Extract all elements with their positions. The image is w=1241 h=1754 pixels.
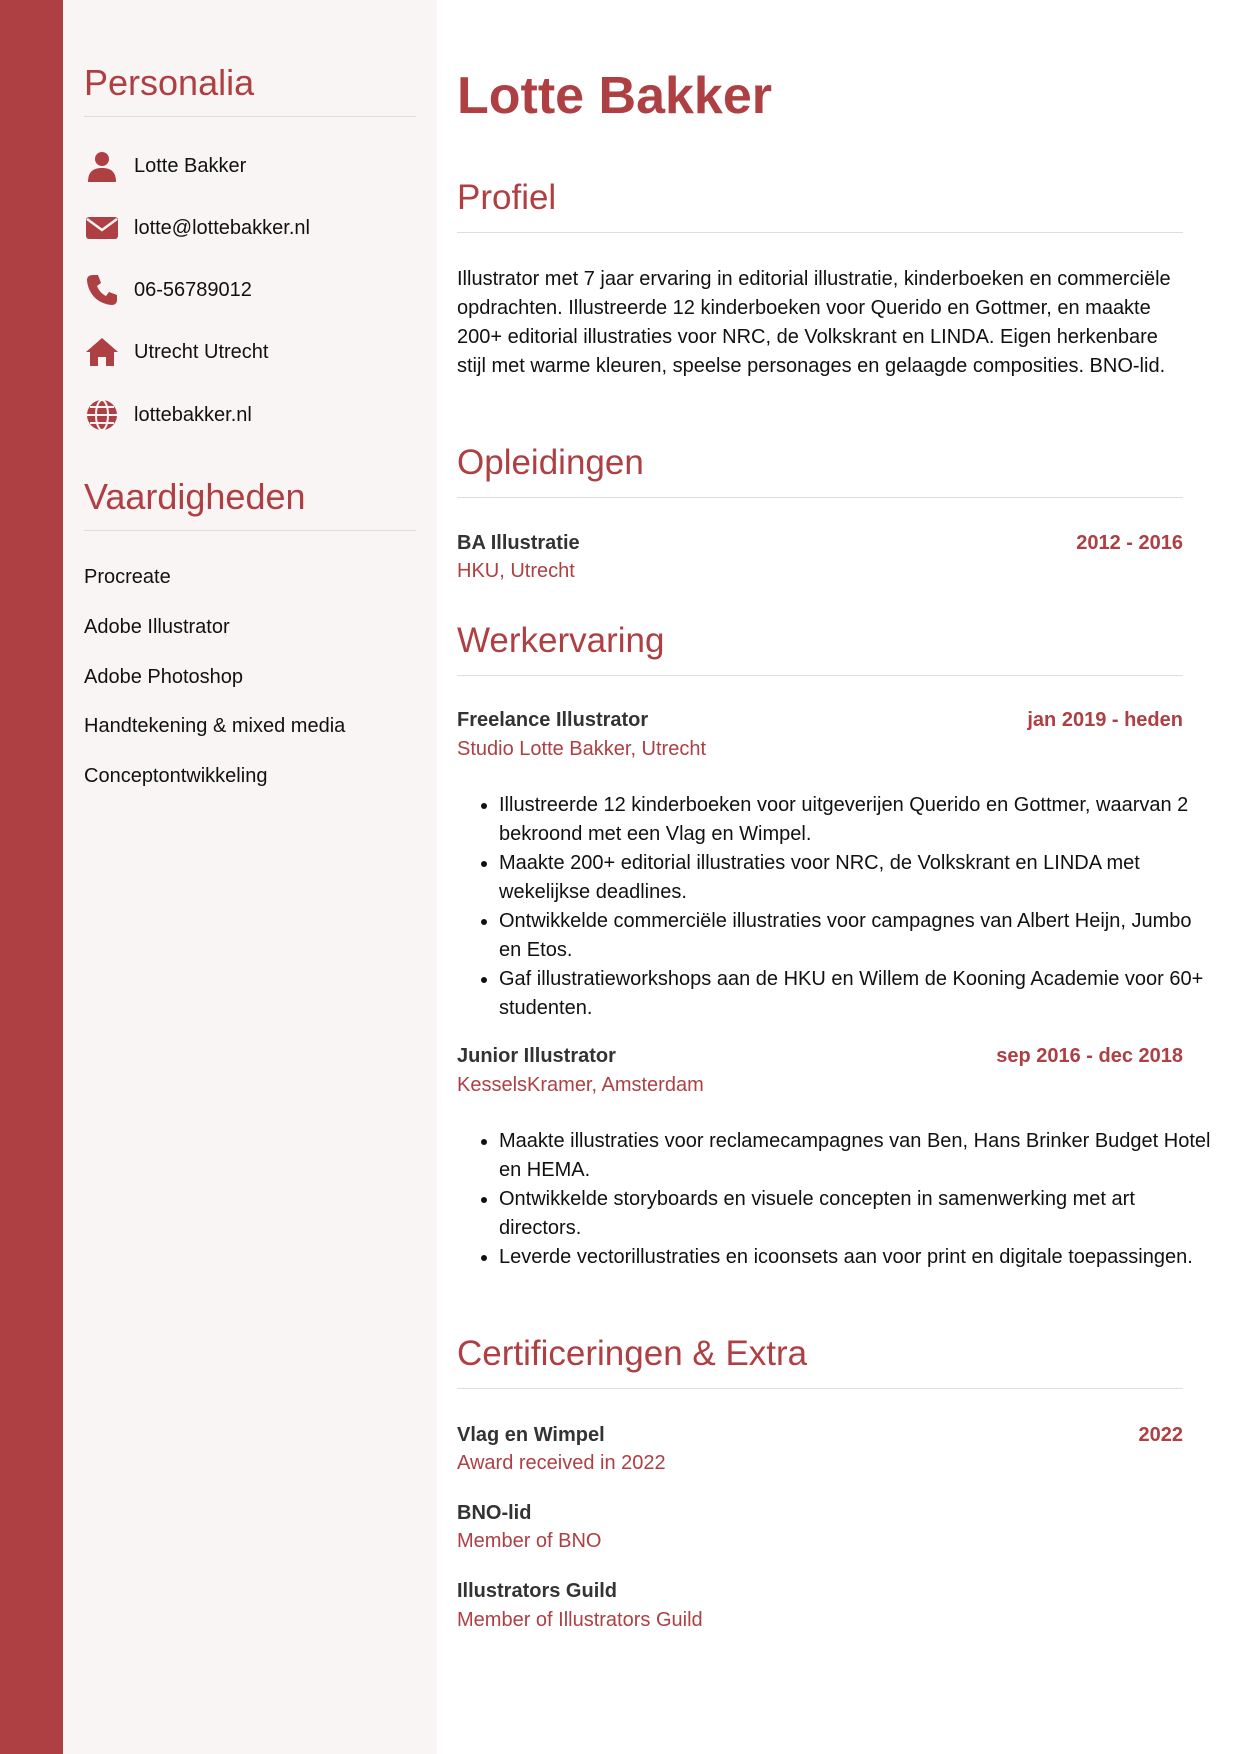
education-date: 2012 - 2016 [1076, 532, 1183, 554]
skill-item: Conceptontwikkeling [84, 765, 268, 787]
list-item: • Illustreerde 12 kinderboeken voor uitgeverijen Querido en Gottmer, waarvan 2 bekroond met een Vlag en Wimpel. [499, 791, 1219, 849]
extra-description: Award received in 2022 [457, 1452, 666, 1474]
job-company: KesselsKramer, Amsterdam [457, 1074, 704, 1096]
extra-heading: Certificeringen & Extra [457, 1334, 1183, 1389]
extra-description: Member of BNO [457, 1530, 602, 1552]
skills-heading: Vaardigheden [84, 476, 416, 531]
extra-title: Vlag en Wimpel [457, 1424, 605, 1446]
job-title: Freelance Illustrator [457, 709, 649, 731]
job-date: sep 2016 - dec 2018 [996, 1045, 1183, 1067]
education-title: BA Illustratie [457, 532, 580, 554]
list-item: • Gaf illustratieworkshops aan de HKU en Willem de Kooning Academie voor 60+ studenten. [499, 965, 1219, 1023]
contact-website[interactable]: lottebakker.nl [84, 397, 252, 433]
contact-name: Lotte Bakker [84, 148, 246, 184]
job-date: jan 2019 - heden [1027, 709, 1183, 731]
skills-list [84, 0, 416, 800]
list-item: • Maakte illustraties voor reclamecampagnes van Ben, Hans Brinker Budget Hotel en HEMA. [499, 1127, 1219, 1185]
list-item: • Maakte 200+ editorial illustraties voor NRC, de Volkskrant en LINDA met wekelijkse deadlines. [499, 849, 1219, 907]
skill-item: Procreate [84, 566, 171, 588]
main-content [457, 0, 1211, 1754]
contact-location: Utrecht Utrecht [84, 334, 268, 370]
education-institution: HKU, Utrecht [457, 560, 575, 582]
profile-heading: Profiel [457, 178, 1183, 233]
job-bullets [457, 1127, 1219, 1272]
profile-text: Illustrator met 7 jaar ervaring in editorial illustratie, kinderboeken en commerciële opdrachten. Illustreerde 12 kinderboeken voor Querido en Gottmer, en maakte 200+ editorial illustraties voor NRC, de Volkskrant en LINDA. Eigen herkenbare stijl met warme kleuren, speelse personages en gelaagde composities. BNO-lid. [457, 268, 1171, 377]
extra-title: Illustrators Guild [457, 1580, 618, 1602]
job-title: Junior Illustrator [457, 1045, 616, 1067]
contact-email[interactable]: lotte@lottebakker.nl [84, 210, 310, 246]
accent-bar [0, 0, 63, 1754]
contact-phone[interactable]: 06-56789012 [84, 272, 252, 308]
list-item: • Ontwikkelde commerciële illustraties voor campagnes van Albert Heijn, Jumbo en Etos. [499, 907, 1219, 965]
skill-item: Handtekening & mixed media [84, 715, 346, 737]
education-heading: Opleidingen [457, 443, 1183, 498]
skill-item: Adobe Illustrator [84, 616, 230, 638]
list-item: • Leverde vectorillustraties en icoonsets aan voor print en digitale toepassingen. [499, 1243, 1219, 1272]
extra-description: Member of Illustrators Guild [457, 1609, 703, 1631]
candidate-name: Lotte Bakker [457, 67, 772, 125]
extra-title: BNO-lid [457, 1502, 532, 1524]
job-bullets [457, 791, 1219, 1023]
sidebar [63, 0, 437, 1754]
extra-date: 2022 [1138, 1424, 1183, 1446]
list-item: • Ontwikkelde storyboards en visuele concepten in samenwerking met art directors. [499, 1185, 1219, 1243]
personalia-heading: Personalia [84, 62, 416, 117]
job-company: Studio Lotte Bakker, Utrecht [457, 738, 707, 760]
experience-heading: Werkervaring [457, 621, 1183, 676]
skill-item: Adobe Photoshop [84, 666, 244, 688]
